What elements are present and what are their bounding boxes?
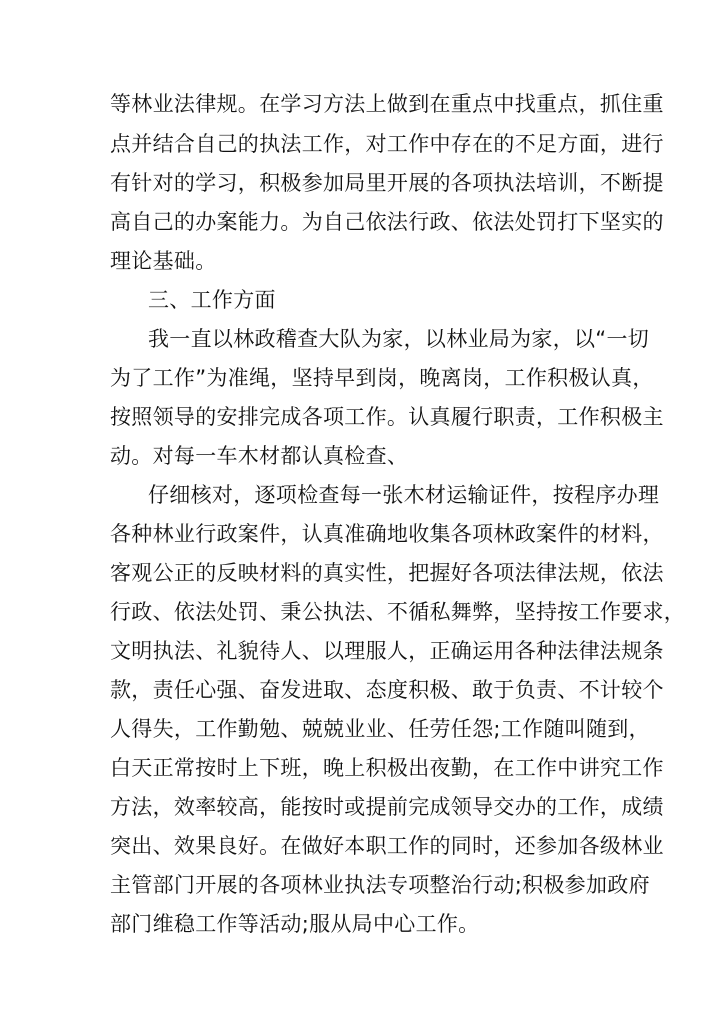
text-line: 突出、效果良好。在做好本职工作的同时，还参加各级林业 [110, 834, 664, 858]
text-line: 部门维稳工作等活动;服从局中心工作。 [110, 912, 480, 936]
text-line: 按照领导的安排完成各项工作。认真履行职责，工作积极主 [110, 405, 664, 429]
text-line: 方法，效率较高，能按时或提前完成领导交办的工作，成绩 [110, 795, 664, 819]
text-line: 动。对每一车木材都认真检查、 [110, 444, 409, 468]
text-line: 文明执法、礼貌待人、以理服人，正确运用各种法律法规条 [110, 639, 664, 663]
text-line: 款，责任心强、奋发进取、态度积极、敢于负责、不计较个 [110, 678, 664, 702]
text-line: 有针对的学习，积极参加局里开展的各项执法培训，不断提 [110, 171, 664, 195]
text-line: 客观公正的反映材料的真实性，把握好各项法律法规，依法 [110, 561, 664, 585]
text-line: 白天正常按时上下班，晚上积极出夜勤，在工作中讲究工作 [110, 756, 664, 780]
text-line: 行政、依法处罚、秉公执法、不循私舞弊，坚持按工作要求， [110, 600, 686, 624]
paragraph-first-line: 我一直以林政稽查大队为家，以林业局为家，以“一切 [148, 327, 650, 351]
text-line: 点并结合自己的执法工作，对工作中存在的不足方面，进行 [110, 132, 664, 156]
text-line: 为了工作”为准绳，坚持早到岗，晚离岗，工作积极认真， [110, 366, 654, 390]
text-line: 理论基础。 [110, 249, 217, 273]
text-line: 主管部门开展的各项林业执法专项整治行动;积极参加政府 [110, 873, 650, 897]
text-line: 各种林业行政案件，认真准确地收集各项林政案件的材料， [110, 522, 664, 546]
section-heading: 三、工作方面 [148, 288, 276, 312]
paragraph-first-line: 仔细核对，逐项检查每一张木材运输证件，按程序办理 [148, 483, 660, 507]
text-line: 人得失，工作勤勉、兢兢业业、任劳任怨;工作随叫随到， [110, 717, 650, 741]
text-line: 等林业法律规。在学习方法上做到在重点中找重点，抓住重 [110, 92, 664, 116]
text-line: 高自己的办案能力。为自己依法行政、依法处罚打下坚实的 [110, 210, 664, 234]
